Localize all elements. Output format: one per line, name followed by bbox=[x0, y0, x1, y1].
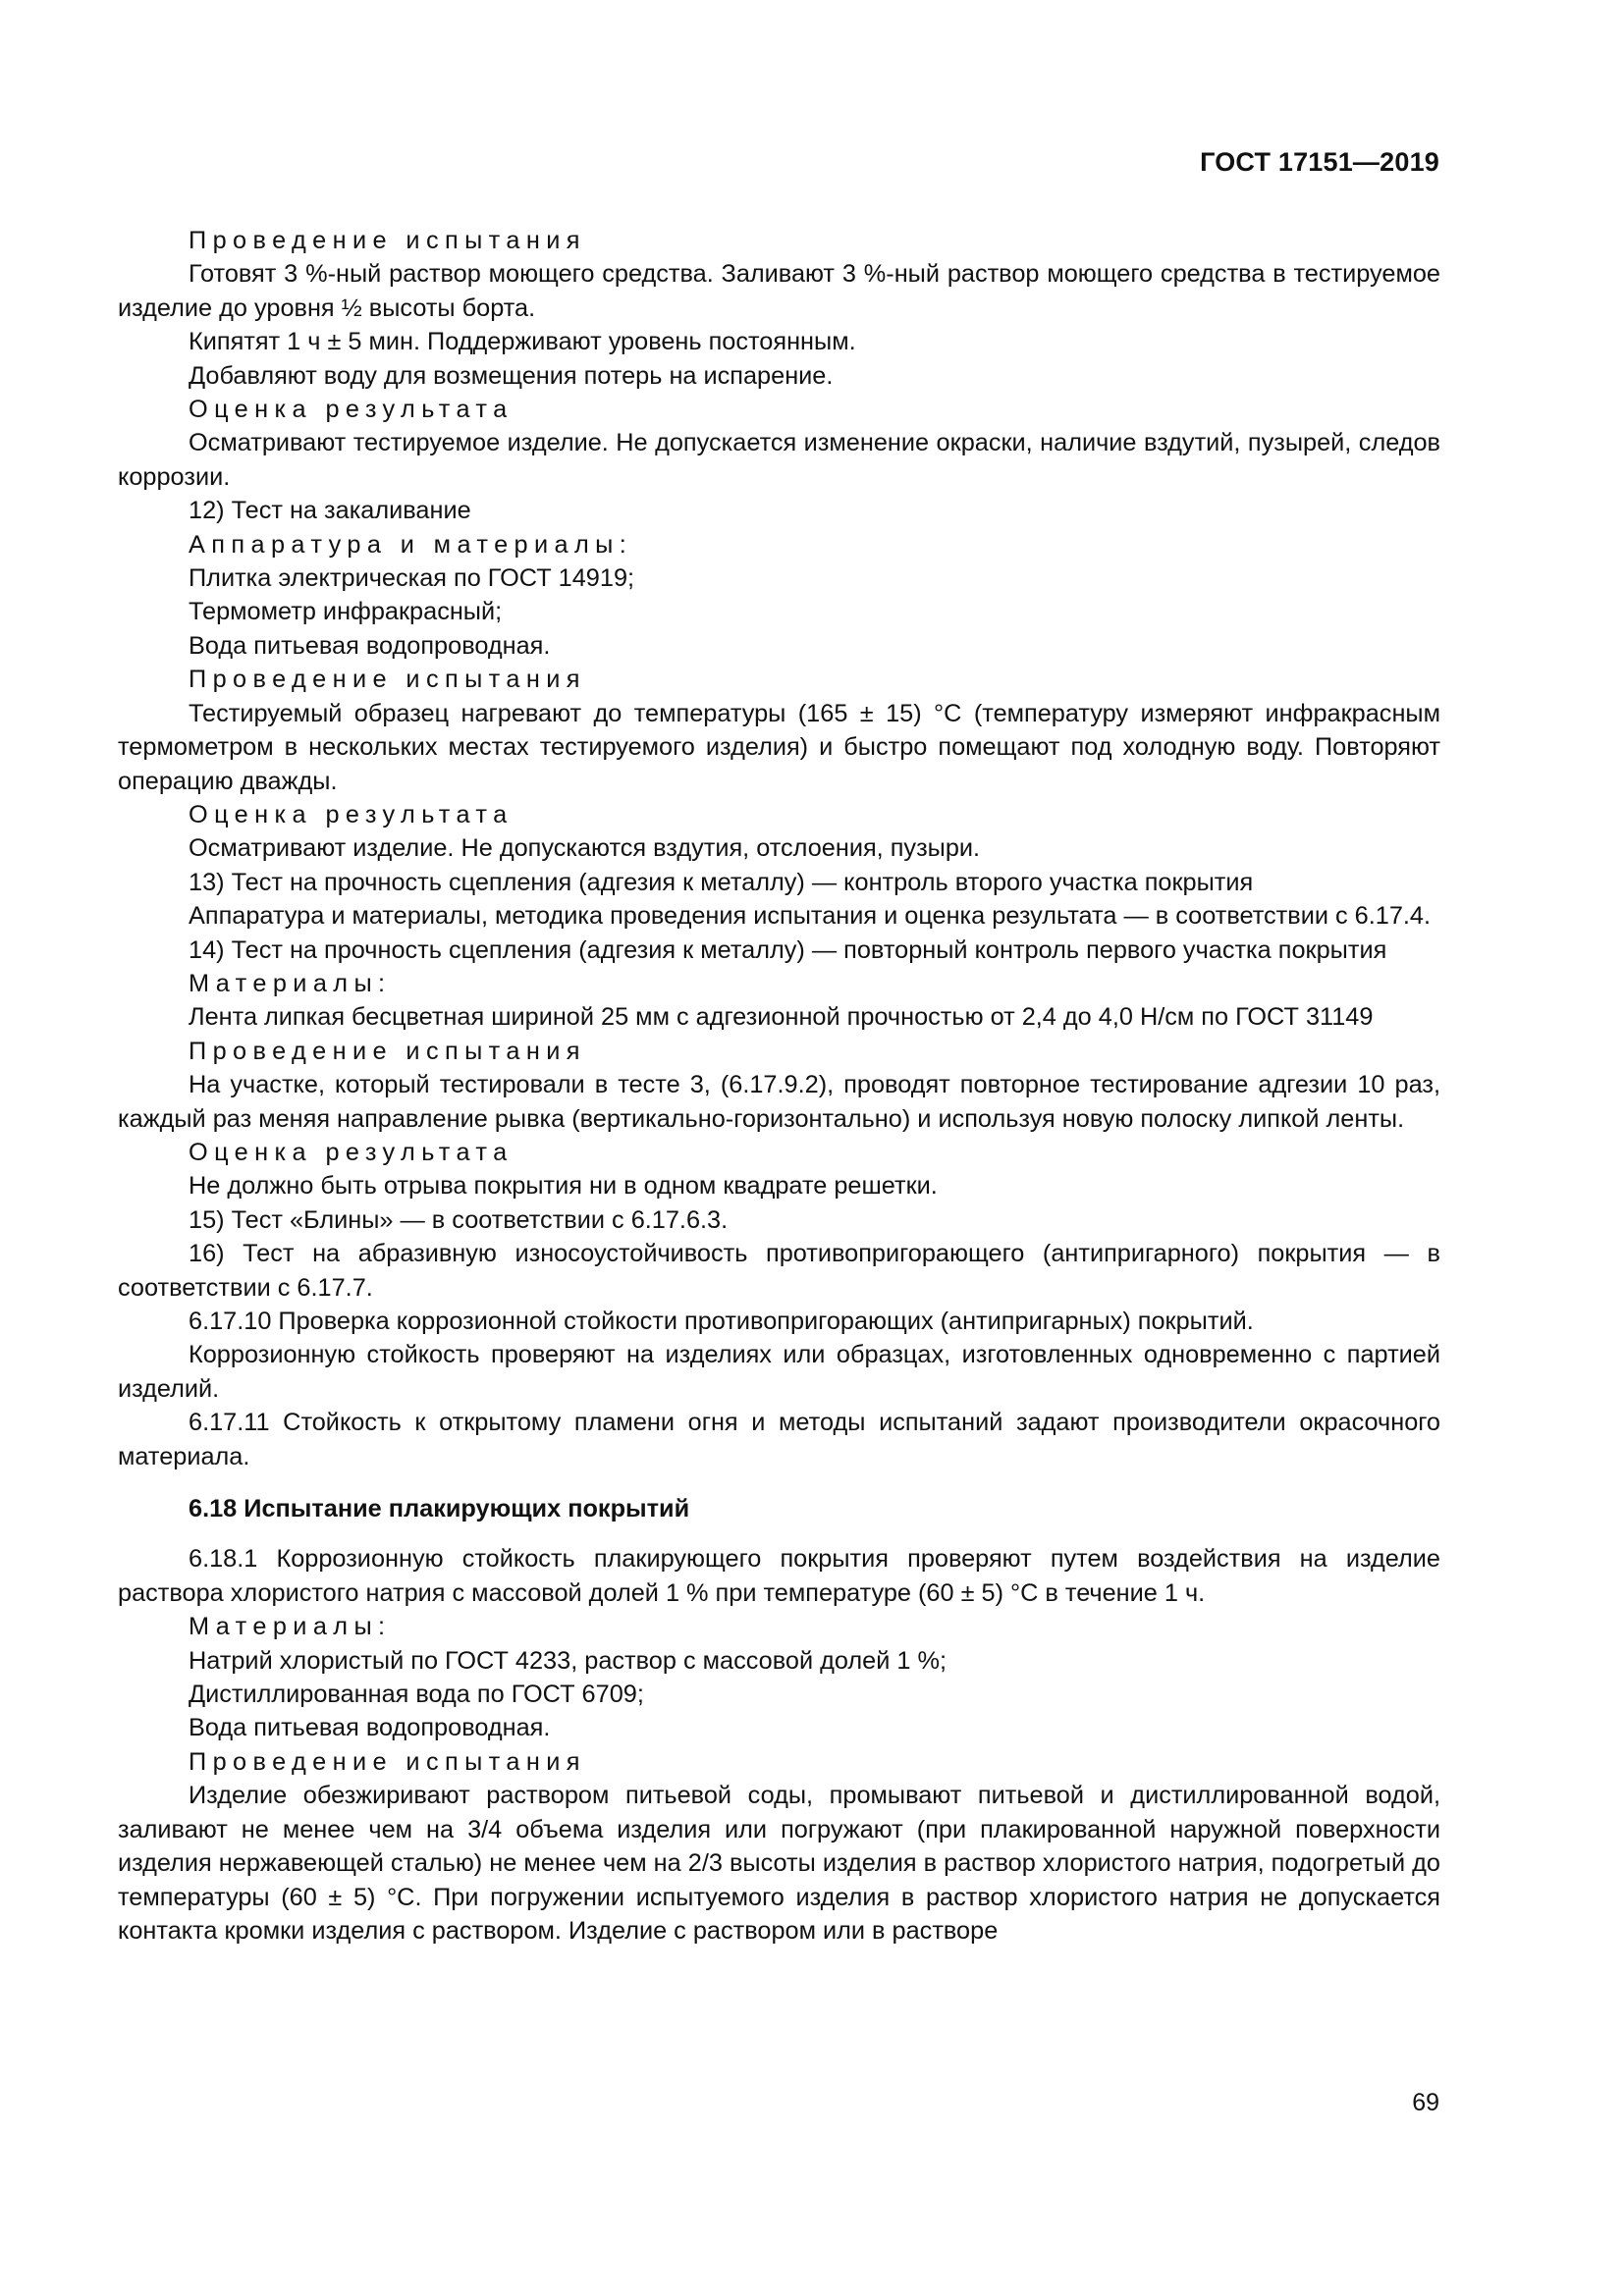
paragraph-subheading: Материалы: bbox=[189, 969, 392, 997]
paragraph-subheading: Аппаратура и материалы: bbox=[189, 530, 633, 559]
paragraph: Вода питьевая водопроводная. bbox=[189, 631, 551, 660]
paragraph-subheading: Проведение испытания bbox=[189, 666, 586, 694]
paragraph: Дистиллированная вода по ГОСТ 6709; bbox=[189, 1681, 644, 1709]
paragraph: Плитка электрическая по ГОСТ 14919; bbox=[189, 564, 635, 593]
paragraph: Не должно быть отрыва покрытия ни в одном квадрате решетки. bbox=[189, 1172, 938, 1201]
paragraph-subheading: Оценка результата bbox=[189, 800, 514, 828]
paragraph: 16) Тест на абразивную износоустойчивость противопригорающего (антипригарного) покрытия — в соответствии с 6.17.7. bbox=[118, 1240, 1440, 1302]
paragraph-subheading: Проведение испытания bbox=[189, 227, 586, 254]
paragraph: Вода питьевая водопроводная. bbox=[189, 1714, 551, 1742]
paragraph: Термометр инфракрасный; bbox=[189, 598, 503, 626]
paragraph-subheading: Оценка результата bbox=[189, 396, 514, 424]
paragraph: Натрий хлористый по ГОСТ 4233, раствор с массовой долей 1 %; bbox=[189, 1646, 947, 1675]
paragraph: 15) Тест «Блины» — в соответствии с 6.17.6.3. bbox=[189, 1205, 729, 1234]
document-body bbox=[118, 224, 1440, 1948]
paragraph: 6.17.11 Стойкость к открытому пламени огня и методы испытаний задают производители окрасочного материала. bbox=[118, 1409, 1440, 1470]
paragraph: Осматривают изделие. Не допускаются вздутия, отслоения, пузыри. bbox=[189, 834, 981, 863]
paragraph: Готовят 3 %-ный раствор моющего средства. Заливают 3 %-ный раствор моющего средства в тестируемое изделие до уровня ½ высоты борта. bbox=[118, 260, 1440, 322]
paragraph: Кипятят 1 ч ± 5 мин. Поддерживают уровень постоянным. bbox=[189, 328, 856, 356]
paragraph: Тестируемый образец нагревают до температуры (165 ± 15) °С (температуру измеряют инфракрасным термометром в нескольких местах тестируемого изделия) и быстро помещают под холодную воду. Повторяют операцию дважды. bbox=[118, 699, 1440, 795]
page-number: 69 bbox=[1412, 2089, 1439, 2116]
paragraph: На участке, который тестировали в тесте 3, (6.17.9.2), проводят повторное тестирование адгезии 10 раз, каждый раз меняя направление рывка (вертикально-горизонтально) и используя новую полоску липкой ленты. bbox=[118, 1071, 1440, 1133]
section-heading: 6.18 Испытание плакирующих покрытий bbox=[189, 1495, 690, 1523]
paragraph-subheading: Оценка результата bbox=[189, 1138, 514, 1166]
paragraph: Коррозионную стойкость проверяют на изделиях или образцах, изготовленных одновременно с партией изделий. bbox=[118, 1341, 1440, 1403]
paragraph: Изделие обезжиривают раствором питьевой соды, промывают питьевой и дистиллированной водой, заливают не менее чем на 3/4 объема изделия или погружают (при плакированной наружной поверхности изделия нержавеющей сталью) не менее чем на 2/3 высоты изделия в раствор хлористого натрия, подогретый до температуры (60 ± 5) °С. При погружении испытуемого изделия в раствор хлористого натрия не допускается контакта кромки изделия с раствором. Изделие с раствором или в растворе bbox=[118, 1782, 1440, 1945]
paragraph: 12) Тест на закаливание bbox=[189, 497, 471, 525]
paragraph: Осматривают тестируемое изделие. Не допускается изменение окраски, наличие вздутий, пузырей, следов коррозии. bbox=[118, 429, 1440, 491]
paragraph: Лента липкая бесцветная шириной 25 мм с адгезионной прочностью от 2,4 до 4,0 Н/см по ГОСТ 31149 bbox=[189, 1003, 1374, 1032]
paragraph-subheading: Материалы: bbox=[189, 1613, 392, 1641]
paragraph-subheading: Проведение испытания bbox=[189, 1037, 586, 1065]
document-header: ГОСТ 17151—2019 bbox=[1200, 147, 1439, 177]
paragraph: 13) Тест на прочность сцепления (адгезия к металлу) — контроль второго участка покрытия bbox=[189, 868, 1254, 896]
paragraph: Добавляют воду для возмещения потерь на испарение. bbox=[189, 361, 834, 390]
paragraph: 6.18.1 Коррозионную стойкость плакирующего покрытия проверяют путем воздействия на изделие раствора хлористого натрия с массовой долей 1 % при температуре (60 ± 5) °С в течение 1 ч. bbox=[118, 1545, 1440, 1607]
paragraph-subheading: Проведение испытания bbox=[189, 1747, 586, 1776]
paragraph: Аппаратура и материалы, методика проведения испытания и оценка результата — в соответствии с 6.17.4. bbox=[189, 902, 1432, 931]
paragraph: 6.17.10 Проверка коррозионной стойкости противопригорающих (антипригарных) покрытий. bbox=[189, 1308, 1254, 1335]
paragraph: 14) Тест на прочность сцепления (адгезия к металлу) — повторный контроль первого участка покрытия bbox=[189, 935, 1387, 964]
